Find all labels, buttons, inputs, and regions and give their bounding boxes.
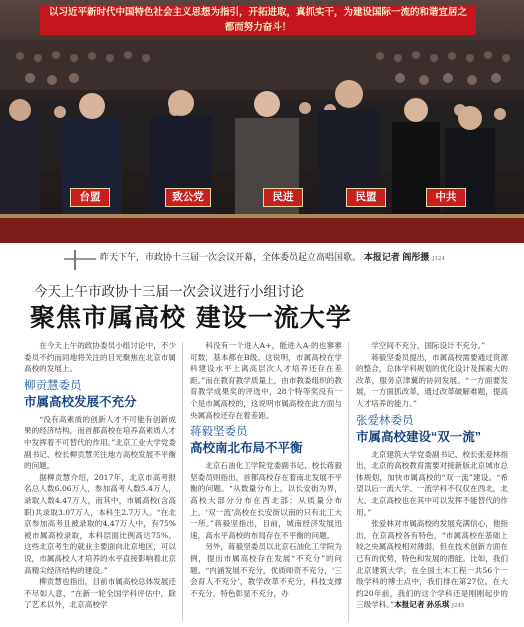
column-divider xyxy=(182,342,183,622)
article-credit: 本报记者 孙乐琪 xyxy=(394,600,450,610)
speaker-1-subhead xyxy=(24,379,176,410)
speaker-3-title: 市属高校建设“双一流” xyxy=(356,429,482,444)
speaker-1-name: 柳贡慧委员 xyxy=(24,379,82,392)
paragraph: 科没有一个进入A+，能进入A-的也寥寥可数，基本都在B级。这说明，市属高校在学科建设水平上离高层次人才培养还存在差距。”而在教育教学质量上，由市教委组织的教育教学成果奖的评选中，28个特等奖没有一个是市属高校的，这说明市属高校在此方面与央属高校还存在着差距。 xyxy=(190,341,342,420)
paragraph: 学空间不充分，国际设计不充分。” xyxy=(371,341,486,350)
caption-code: J124 xyxy=(432,256,445,262)
microphone-icon xyxy=(64,248,96,270)
article-column-3 xyxy=(356,340,508,613)
sign-taimeng: 台盟 xyxy=(70,188,110,207)
paragraph xyxy=(356,518,508,613)
paragraph: “没有高素质的创新人才不可能有创新成果的经济结构，而首都高校在培养高素质人才中发挥着不可替代的作用。”北京工业大学党委副书记、校长柳贡慧关注地方高校发展不平衡的问题。 xyxy=(24,414,176,471)
sign-minmeng: 民盟 xyxy=(346,188,386,207)
speaker-3-subhead xyxy=(356,414,508,445)
speaker-2-title: 高校南北布局不平衡 xyxy=(190,441,303,456)
speaker-2-subhead xyxy=(190,425,342,456)
intro-paragraph: 在今天上午的政协委员小组讨论中，不少委员不约而同地将关注的目光聚焦在北京市属高校的发展上。 xyxy=(24,341,176,374)
article-kicker: 今天上午市政协十三届一次会议进行小组讨论 xyxy=(34,284,304,299)
speaker-2-name: 蒋毅坚委员 xyxy=(190,426,248,439)
sign-minjin: 民进 xyxy=(263,188,303,207)
article-column-2 xyxy=(190,340,342,599)
article-column-1 xyxy=(24,340,176,611)
caption-text: 昨天下午，市政协十三届一次会议开幕，全体委员起立高唱国歌。 xyxy=(100,253,362,263)
paragraph: 蒋毅坚委员提出，市属高校需要通过资源的整合，总体学科规划的优化设计及探索大的改革，服务京津冀的协同发展。“一方面要发展，一方面抓改革，通过改革破解难题，提高人才培养的能力。” xyxy=(356,352,508,408)
speaker-3-name: 张爱林委员 xyxy=(356,414,414,427)
article-code: J245 xyxy=(451,603,465,610)
caption-credit: 本报记者 阎彤摄 xyxy=(363,252,430,262)
slogan-banner: 以习近平新时代中国特色社会主义思想为指引，开拓进取，真抓实干，为建设国际一流的和谐宜居之都而努力奋斗！ xyxy=(40,5,476,35)
paragraph: 北京石油化工学院党委副书记、校长蒋毅坚委员则指出，首都高校存在着南北发展不平衡的问题。“从数量分布上，以长安街为界，高校大部分分布在西北部；从质量分布上，‘双一流’高校在长安街以南的只有北工大一所。”蒋毅坚指出，目前，城南经济发展迅速，高水平高校的布局存在不平衡的问题。 xyxy=(190,461,342,540)
speaker-1-title: 市属高校发展不充分 xyxy=(24,394,137,409)
sign-zhigongdang: 致公党 xyxy=(165,188,211,207)
paragraph: 柳贡慧也指出，目前市属高校总体发展还不尽如人意，“在新一轮全国学科评估中，除了艺术以外，北京高校学 xyxy=(24,577,176,610)
meeting-photo xyxy=(0,0,524,243)
sign-zhonggong: 中共 xyxy=(426,188,466,207)
paragraph: 另外，蒋毅坚委员以北京石油化工学院为例，提出市属高校存在发展“不充分”的问题。“内涵发展不充分，优质师资不充分，‘三会育人不充分’，教学改革不充分，科技支撑不充分，特色彰显不充分，办 xyxy=(190,542,342,598)
column-divider xyxy=(348,342,349,622)
photo-caption xyxy=(100,250,445,263)
article-headline: 聚焦市属高校 建设一流大学 xyxy=(30,303,352,332)
paragraph: 北京建筑大学党委副书记、校长张爱林指出，北京的高校教育需要对接新版北京城市总体规划，加快市属高校的“双一流”建设。“希望以后一流大学、一流学科不仅仅在西北，北大、北京高校也在其中可以发挥不能替代的作用。” xyxy=(356,449,508,517)
paragraph: 据柳贡慧介绍，2017年，北京市高考报名总人数6.06万人，参加高考人数5.4万人，录取人数4.47万人，而其中，市属高校(含高职)共录取3.07万人，本科生2.7万人。“在北京参加高考且被录取的4.47万人中，有75%被市属高校录取，本科层面比例高达75%。这些北京考生的就业主要面向北京地区，可以说，市属高校人才培养的水平直接影响着北京高精尖经济结构的建设。” xyxy=(24,472,176,575)
paragraph-text: 张爱林对市属高校的发展充满信心，他指出，在京高校各有特色，“市属高校在基础上较之央属高校相对薄弱，但在技术创新方面在已有的优势，特色和发展的潜能。比如，我们北京建筑大学，在全国土木工程一共56个一级学科的博士点中，我们排在第27位。在大约20年前，我们的这个学科还是刚刚起步的三级学科。” xyxy=(356,519,508,610)
